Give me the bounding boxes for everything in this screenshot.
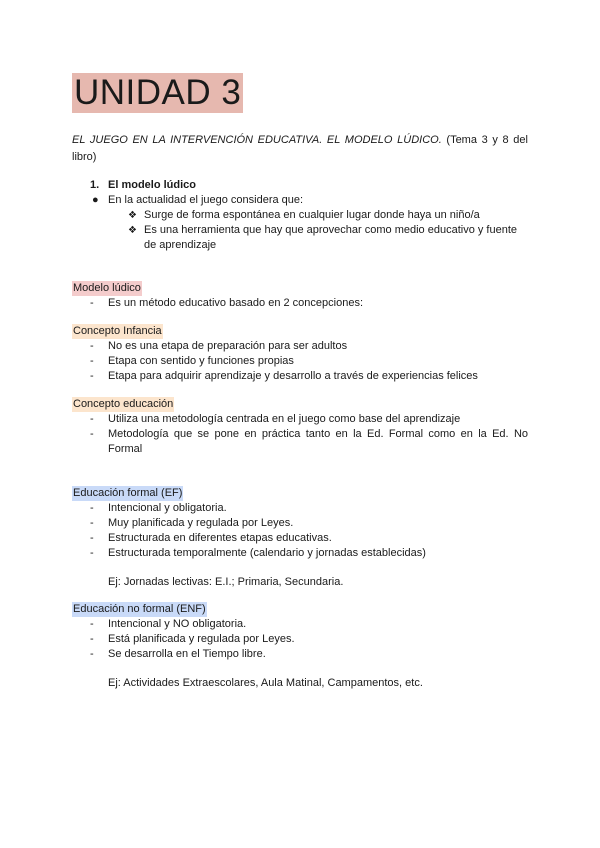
- section-infancia: [72, 324, 528, 384]
- dash-bullet: -: [90, 648, 94, 660]
- list-item: [72, 427, 528, 457]
- section-number: 1.: [90, 179, 100, 191]
- list-item-text: Intencional y NO obligatoria.: [108, 618, 247, 630]
- bullet-icon: ●: [92, 194, 99, 206]
- list-item: [72, 193, 528, 208]
- subtitle-reference: (Tema 3 y 8 del libro): [72, 134, 528, 163]
- list-item: [72, 501, 528, 516]
- subtitle-italic: EL JUEGO EN LA INTERVENCIÓN EDUCATIVA. EL MODELO LÚDICO.: [72, 134, 442, 146]
- dash-bullet: -: [90, 502, 94, 514]
- list-item: [72, 516, 528, 531]
- dash-bullet: -: [90, 340, 94, 352]
- list-item: [72, 531, 528, 546]
- list-item-text: No es una etapa de preparación para ser adultos: [108, 340, 348, 352]
- list-item-text: En la actualidad el juego considera que:: [108, 194, 304, 206]
- dash-bullet: -: [90, 355, 94, 367]
- list-item-text: Estructurada temporalmente (calendario y jornadas establecidas): [108, 547, 426, 559]
- dash-bullet: -: [90, 547, 94, 559]
- list-item: [72, 354, 528, 369]
- dash-bullet: -: [90, 297, 94, 309]
- dash-bullet: -: [90, 413, 94, 425]
- list-item-text: Es un método educativo basado en 2 concepciones:: [108, 297, 364, 309]
- page-title: UNIDAD 3: [74, 73, 242, 112]
- list-item-text: Metodología que se pone en práctica tanto en la Ed. Formal como en la Ed. No Formal: [108, 428, 528, 455]
- section-educacion: [72, 397, 528, 457]
- list-item: [72, 617, 528, 632]
- list-item: [72, 369, 528, 384]
- section-heading-text: El modelo lúdico: [108, 179, 197, 191]
- dash-bullet: -: [90, 532, 94, 544]
- list-item-text: Se desarrolla en el Tiempo libre.: [108, 648, 266, 660]
- list-item-text: Etapa con sentido y funciones propias: [108, 355, 294, 367]
- section-modelo: [72, 281, 528, 311]
- list-item: [72, 412, 528, 427]
- subtitle: [72, 132, 528, 166]
- list-item-text: Surge de forma espontánea en cualquier lugar donde haya un niño/a: [144, 209, 480, 221]
- section-heading: Concepto Infancia: [73, 325, 162, 337]
- list-item: [72, 632, 528, 647]
- list-item-text: Está planificada y regulada por Leyes.: [108, 633, 295, 645]
- list-item: [72, 647, 528, 662]
- example-text: Ej: Jornadas lectivas: E.I.; Primaria, Secundaria.: [108, 576, 344, 588]
- list-item-text: Intencional y obligatoria.: [108, 502, 227, 514]
- list-item: [72, 296, 528, 311]
- section-educacion-formal: [72, 486, 528, 590]
- list-item: [72, 546, 528, 561]
- list-item: [72, 208, 528, 223]
- section-modelo-ludico-intro: [72, 178, 528, 253]
- section-heading: Educación formal (EF): [73, 487, 183, 499]
- list-item: [72, 223, 528, 253]
- list-item-text: Utiliza una metodología centrada en el juego como base del aprendizaje: [108, 413, 461, 425]
- section-heading: Modelo lúdico: [73, 282, 141, 294]
- example-text: Ej: Actividades Extraescolares, Aula Matinal, Campamentos, etc.: [108, 677, 423, 689]
- dash-bullet: -: [90, 633, 94, 645]
- diamond-bullet-icon: ❖: [128, 210, 137, 221]
- section-heading: Educación no formal (ENF): [73, 603, 206, 615]
- section-educacion-no-formal: [72, 602, 528, 691]
- list-item-text: Etapa para adquirir aprendizaje y desarrollo a través de experiencias felices: [108, 370, 478, 382]
- list-item-text: Es una herramienta que hay que aprovechar como medio educativo y fuente de aprendizaje: [144, 224, 518, 251]
- list-item-text: Muy planificada y regulada por Leyes.: [108, 517, 294, 529]
- dash-bullet: -: [90, 428, 94, 440]
- list-item-text: Estructurada en diferentes etapas educativas.: [108, 532, 332, 544]
- section-heading: [72, 178, 528, 193]
- dash-bullet: -: [90, 370, 94, 382]
- list-item: [72, 339, 528, 354]
- dash-bullet: -: [90, 517, 94, 529]
- dash-bullet: -: [90, 618, 94, 630]
- section-heading: Concepto educación: [73, 398, 174, 410]
- diamond-bullet-icon: ❖: [128, 225, 137, 236]
